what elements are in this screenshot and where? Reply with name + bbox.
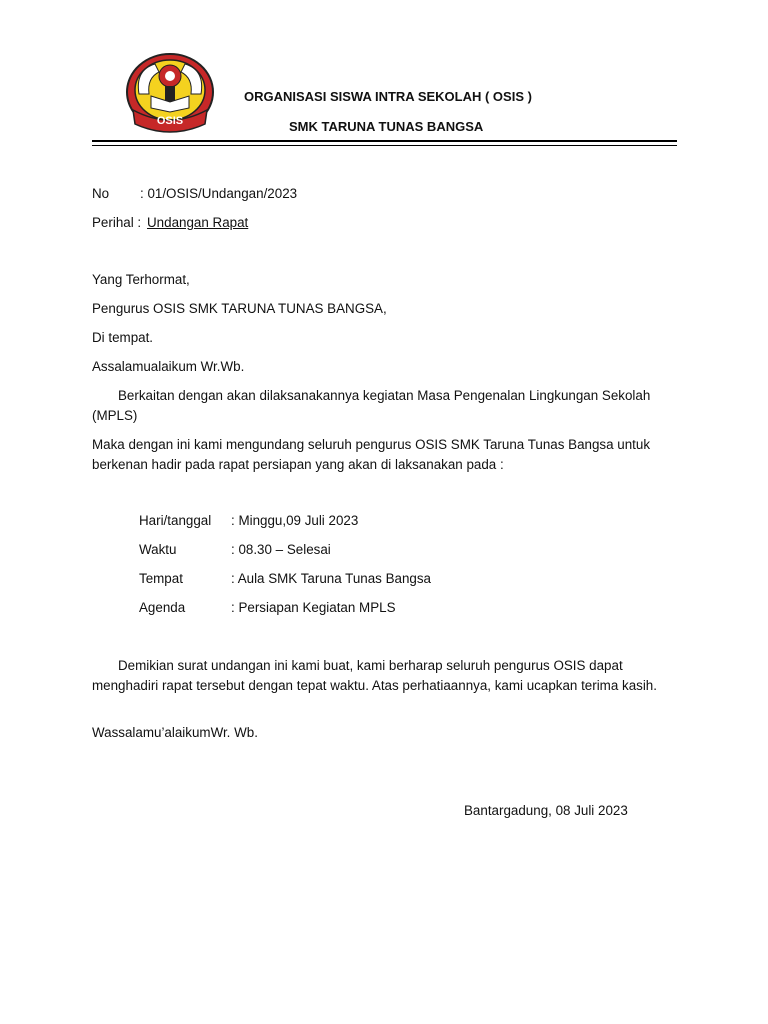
school-title: SMK TARUNA TUNAS BANGSA: [289, 119, 484, 134]
place: Di tempat.: [92, 330, 154, 345]
recipient: Pengurus OSIS SMK TARUNA TUNAS BANGSA,: [92, 301, 387, 316]
perihal-value: Undangan Rapat: [147, 215, 249, 230]
no-label: No: [92, 186, 110, 201]
detail-label-place: Tempat: [139, 571, 183, 586]
detail-value-date: : Minggu,09 Juli 2023: [231, 513, 359, 528]
no-value: : 01/OSIS/Undangan/2023: [140, 186, 298, 201]
detail-value-agenda: : Persiapan Kegiatan MPLS: [231, 600, 396, 615]
detail-label-time: Waktu: [139, 542, 177, 557]
perihal-label: Perihal :: [92, 215, 142, 230]
detail-label-agenda: Agenda: [139, 600, 186, 615]
paragraph-3: Demikian surat undangan ini kami buat, kami berharap seluruh pengurus OSIS dapat menghadiri rapat tersebut dengan tepat waktu. Atas perhatiaannya, kami ucapkan terima kasih.: [92, 658, 657, 693]
org-title: ORGANISASI SISWA INTRA SEKOLAH ( OSIS ): [244, 89, 532, 104]
detail-label-date: Hari/tanggal: [139, 513, 212, 528]
detail-value-place: : Aula SMK Taruna Tunas Bangsa: [231, 571, 431, 586]
salutation: Yang Terhormat,: [92, 272, 190, 287]
paragraph-1: Berkaitan dengan akan dilaksanakannya kegiatan Masa Pengenalan Lingkungan Sekolah (MPLS): [92, 388, 651, 423]
osis-logo: [125, 50, 215, 134]
date-place: Bantargadung, 08 Juli 2023: [464, 803, 628, 818]
greeting: Assalamualaikum Wr.Wb.: [92, 359, 245, 374]
closing: Wassalamu’alaikumWr. Wb.: [92, 725, 258, 740]
logo-text: OSIS: [156, 115, 184, 127]
header-rule-thin: [92, 145, 677, 146]
detail-value-time: : 08.30 – Selesai: [231, 542, 331, 557]
paragraph-2: Maka dengan ini kami mengundang seluruh pengurus OSIS SMK Taruna Tunas Bangsa untuk berkenan hadir pada rapat persiapan yang akan di laksanakan pada :: [92, 437, 651, 472]
header-rule-thick: [92, 140, 677, 142]
